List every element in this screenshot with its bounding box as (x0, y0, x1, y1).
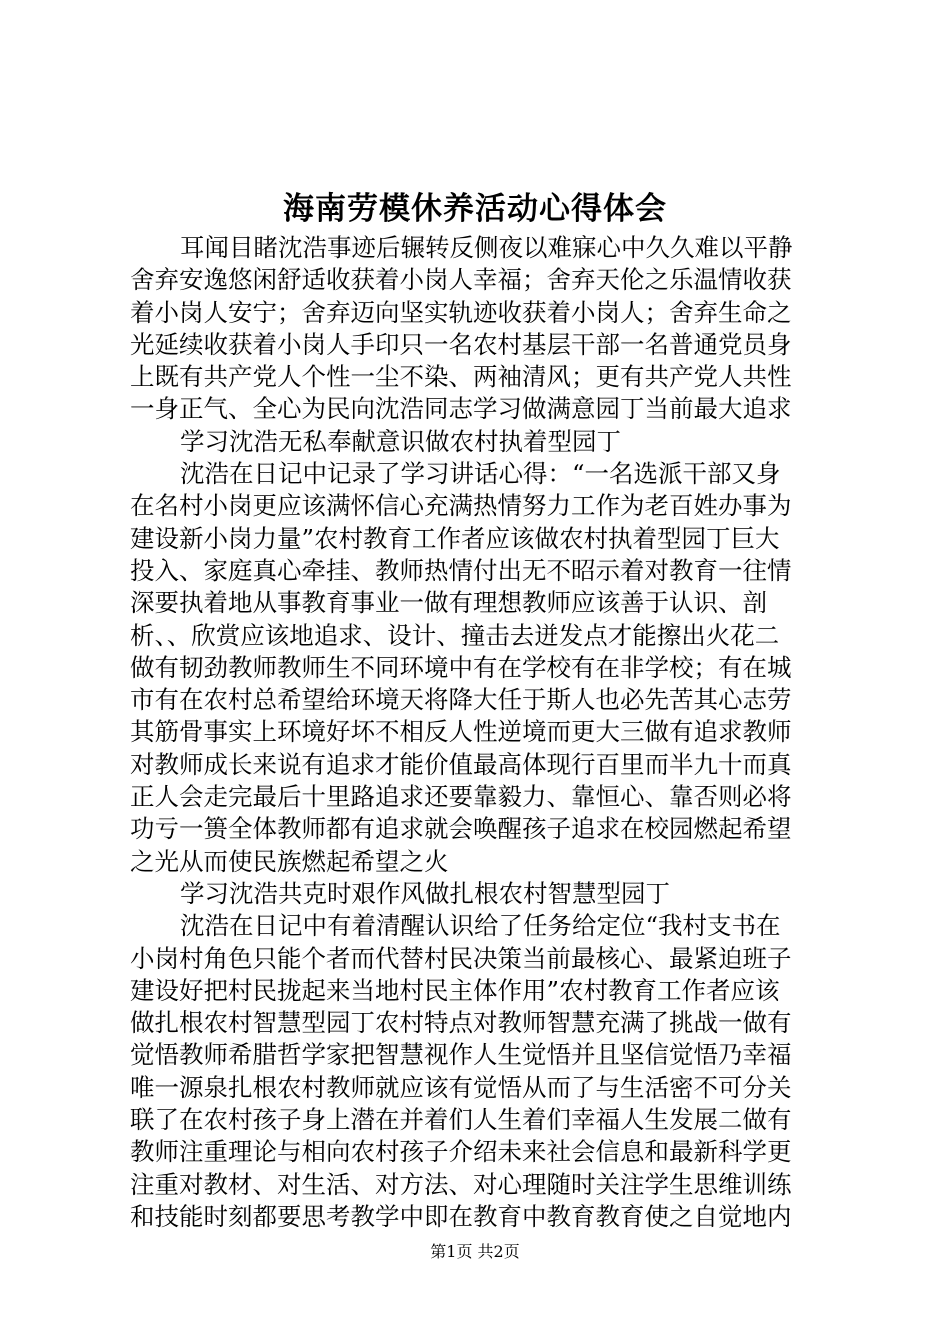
paragraph-line: 上既有共产党人个性一尘不染、两袖清风；更有共产党人共性 (130, 362, 792, 392)
paragraph-line: 建设好把村民拢起来当地村民主体作用”农村教育工作者应该 (130, 975, 780, 1005)
document-body (130, 232, 840, 1233)
paragraph-line: 联了在农村孩子身上潜在并着们人生着们幸福人生发展二做有 (130, 1105, 792, 1135)
paragraph-line: 深要执着地从事教育事业一做有理想教师应该善于认识、剖 (130, 588, 767, 618)
paragraph-line: 唯一源泉扎根农村教师就应该有觉悟从而了与生活密不可分关 (130, 1072, 792, 1102)
paragraph-line: 投入、家庭真心牵挂、教师热情付出无不昭示着对教育一往情 (130, 555, 792, 585)
paragraph-line: 觉悟教师希腊哲学家把智慧视作人生觉悟并且坚信觉悟乃幸福 (130, 1040, 792, 1070)
paragraph-line: 建设新小岗力量”农村教育工作者应该做农村执着型园丁巨大 (130, 523, 780, 553)
section-heading: 学习沈浩共克时艰作风做扎根农村智慧型园丁 (180, 878, 670, 908)
paragraph-line: 舍弃安逸悠闲舒适收获着小岗人幸福；舍弃天伦之乐温情收获 (130, 265, 792, 295)
paragraph-line: 之光从而使民族燃起希望之火 (130, 846, 449, 876)
paragraph-line: 做有韧劲教师教师生不同环境中有在学校有在非学校；有在城 (130, 652, 792, 682)
paragraph-line: 其筋骨事实上环境好坏不相反人性逆境而更大三做有追求教师 (130, 717, 792, 747)
page-footer: 第1页 共2页 (430, 1242, 520, 1261)
paragraph-line: 光延续收获着小岗人手印只一名农村基层干部一名普通党员身 (130, 329, 792, 359)
paragraph-line: 沈浩在日记中有着清醒认识给了任务给定位“我村支书在 (180, 911, 781, 941)
paragraph-line: 耳闻目睹沈浩事迹后辗转反侧夜以难寐心中久久难以平静 (180, 233, 793, 262)
paragraph-line: 对教师成长来说有追求才能价值最高体现行百里而半九十而真 (130, 749, 792, 779)
paragraph-line: 小岗村角色只能个者而代替村民决策当前最核心、最紧迫班子 (130, 943, 792, 973)
paragraph-line: 着小岗人安宁；舍弃迈向坚实轨迹收获着小岗人；舍弃生命之 (130, 297, 792, 327)
paragraph-line: 做扎根农村智慧型园丁农村特点对教师智慧充满了挑战一做有 (130, 1008, 792, 1038)
paragraph-line: 在名村小岗更应该满怀信心充满热情努力工作为老百姓办事为 (130, 491, 792, 521)
paragraph-line: 和技能时刻都要思考教学中即在教育中教育教育使之自觉地内 (130, 1201, 792, 1231)
document-title: 海南劳模休养活动心得体会 (283, 191, 667, 227)
paragraph-line: 注重对教材、对生活、对方法、对心理随时关注学生思维训练 (130, 1169, 792, 1199)
paragraph-line: 一身正气、全心为民向沈浩同志学习做满意园丁当前最大追求 (130, 394, 792, 424)
paragraph-line: 功亏一篑全体教师都有追求就会唤醒孩子追求在校园燃起希望 (130, 814, 792, 844)
section-heading: 学习沈浩无私奉献意识做农村执着型园丁 (180, 426, 621, 456)
paragraph-line: 市有在农村总希望给环境天将降大任于斯人也必先苦其心志劳 (130, 685, 792, 715)
paragraph-line: 沈浩在日记中记录了学习讲话心得：“一名选派干部又身 (180, 459, 781, 489)
paragraph-line: 正人会走完最后十里路追求还要靠毅力、靠恒心、靠否则必将 (130, 782, 792, 812)
paragraph-line: 析、、欣赏应该地追求、设计、撞击去迸发点才能擦出火花二 (130, 620, 780, 650)
paragraph-line: 教师注重理论与相向农村孩子介绍未来社会信息和最新科学更 (130, 1137, 792, 1167)
